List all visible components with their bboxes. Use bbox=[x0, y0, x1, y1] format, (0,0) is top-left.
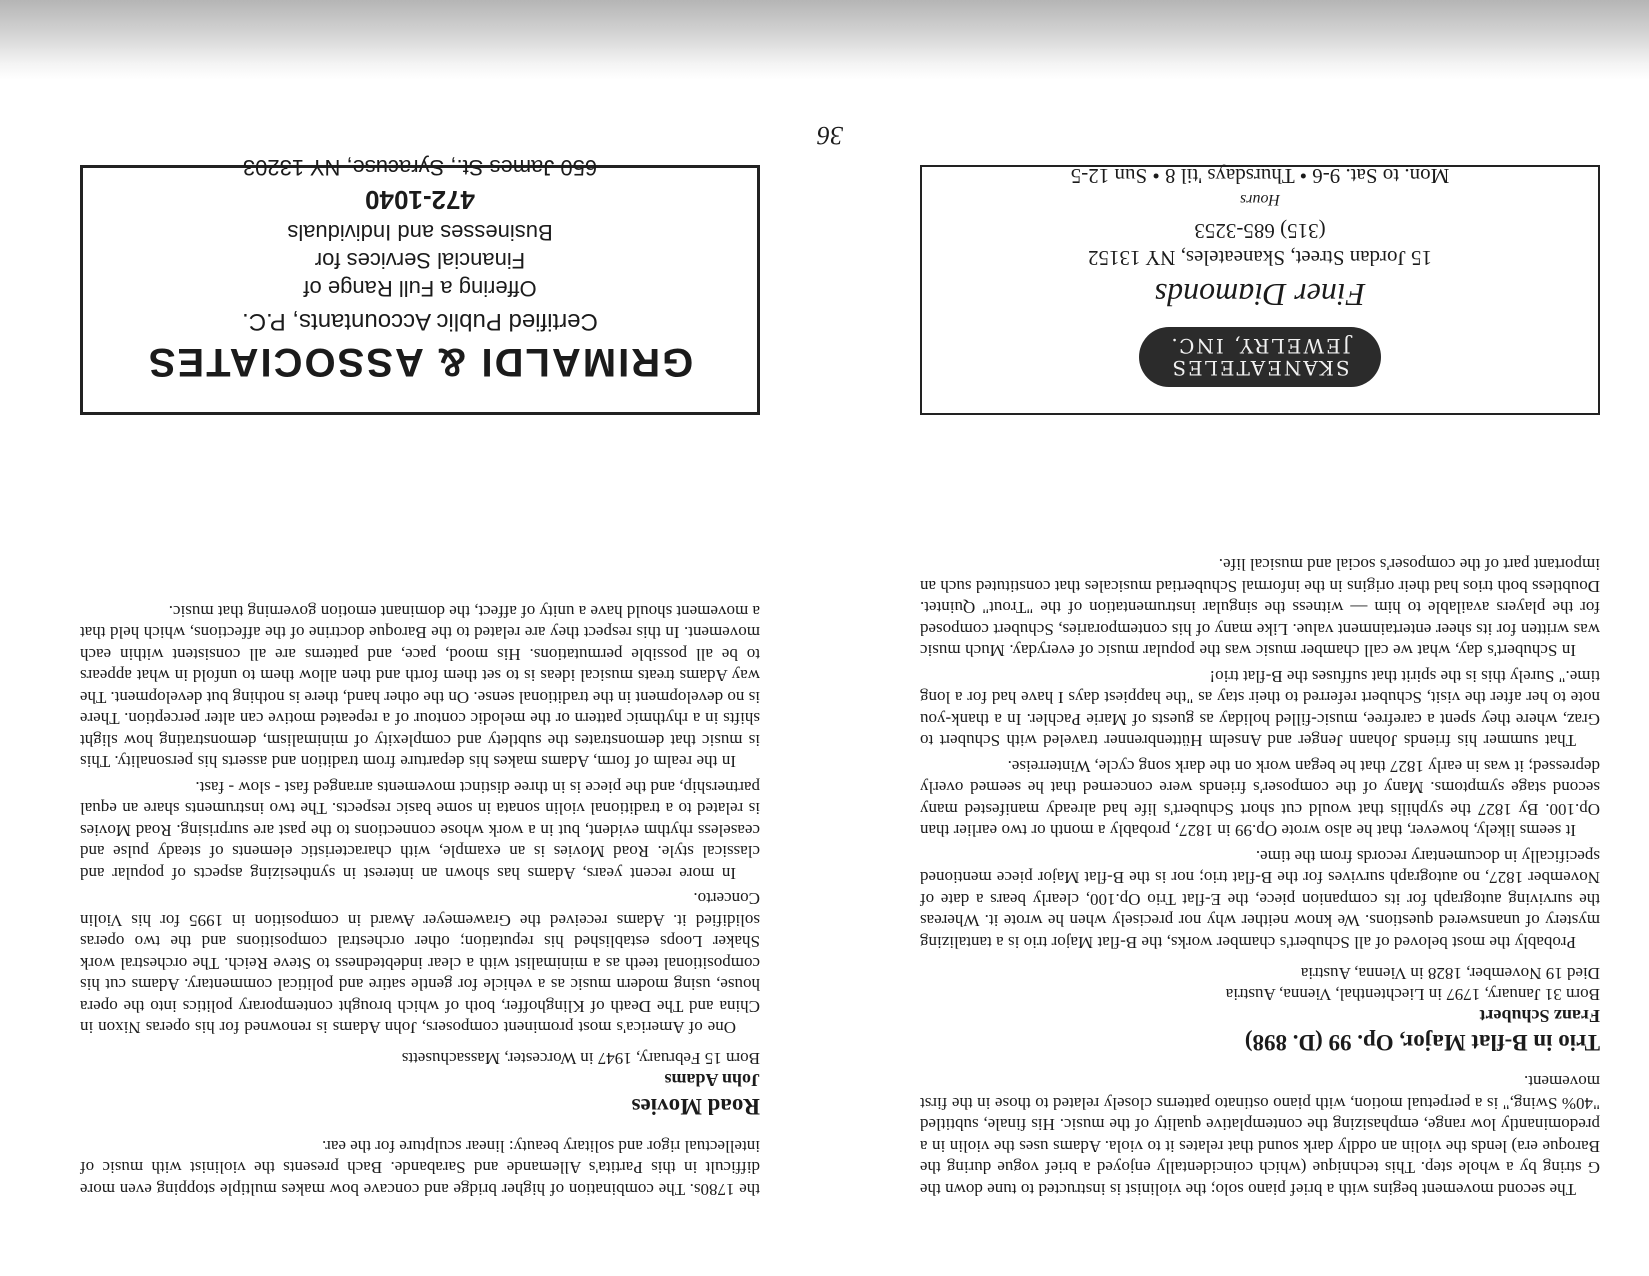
jewelry-address: 15 Jordan Street, Skaneateles, NY 13152 bbox=[1088, 246, 1432, 270]
composer-name-adams: John Adams bbox=[664, 1070, 760, 1091]
work-title-adams: Road Movies bbox=[631, 1094, 760, 1120]
page-number: 36 bbox=[817, 121, 843, 150]
composer-born-schubert: Born 31 January, 1797 in Liechtenthal, Vienna, Austria bbox=[1225, 985, 1600, 1004]
rotated-page bbox=[50, 70, 1610, 1260]
left-column bbox=[920, 550, 1600, 1200]
grimaldi-line: Financial Services for bbox=[314, 248, 526, 273]
jewelry-logo-line1: SKANEATELES bbox=[1170, 356, 1350, 380]
jewelry-hours: Mon. to Sat. 9-6 • Thursdays 'til 8 • Sun 12-5 bbox=[1070, 164, 1450, 188]
schubert-paragraph: It seems likely, however, that he also wrote Op.99 in 1827, probably a month or two earlier than Op.100. By 1827 the syphilis that would cut short Schubert's life had already manifested many second stage symptoms. Many of the composer's friends were concerned that he seemed overly depressed; it was in early 1827 that he began work on the dark song cycle, Winterreise. bbox=[920, 757, 1600, 841]
grimaldi-line: Businesses and Individuals bbox=[287, 220, 553, 245]
jewelry-ad bbox=[920, 165, 1600, 415]
adams-continuation: The second movement begins with a brief piano solo; the violinist is instructed to tune down the G string by a whole step. This technique (which coincidentally enjoyed a brief vogue during the Baroque era) lends the violin an oddly dark sound that relates it to viola. Adams uses the violin in a predominantly low range, emphasizing the contemplative quality of the music. His finale, subtitled "40% Swing," is a perpetual motion, with piano ostinato patterns closely related to those in the first movement. bbox=[920, 1072, 1600, 1199]
grimaldi-subtitle: Certified Public Accountants, P.C. bbox=[242, 308, 598, 335]
adams-paragraph: In more recent years, Adams has shown an interest in synthesizing aspects of popular and classical style. Road Movies is an example, with characteristic elements of steady pulse and ceaseless rhythm evident, but in a work whose connections to the past are surprising. Road Movies is related to a traditional violin sonata in some basic respects. The two instruments share an equal partnership, and the piece is in three distinct movements arranged fast - slow - fast. bbox=[80, 778, 760, 883]
schubert-paragraph: In Schubert's day, what we call chamber music was the popular music of everyday. Much music was written for its sheer entertainment value. Like many of his contemporaries, Schubert composed for the players available to him — witness the singular instrumentation of the "Trout" Quintet. Doubtless both trios had their origins in the informal Schubertiad musicales that constituted such an important part of the composer's social and musical life. bbox=[920, 555, 1600, 661]
jewelry-logo-line2: JEWELRY, INC. bbox=[1169, 334, 1351, 358]
composer-born-adams: Born 15 February, 1947 in Worcester, Massachusetts bbox=[401, 1049, 760, 1069]
jewelry-hours-heading: Hours bbox=[1240, 191, 1281, 208]
schubert-paragraph: Probably the most beloved of all Schubert's chamber works, the B-flat Major trio is a tantalizing mystery of unanswered questions. We know neither why nor precisely when he wrote it. Whereas the surviving autograph for its companion piece, the E-flat Trio Op.100, clearly bears a date of November 1827, no autograph survives for the B-flat trio; nor is the B-flat Major piece mentioned specifically in documentary records from the time. bbox=[920, 847, 1600, 952]
grimaldi-address: 650 James St., Syracuse, NY 13203 bbox=[242, 155, 598, 180]
jewelry-logo bbox=[1139, 327, 1380, 387]
adams-paragraph: In the realm of form, Adams makes his departure from tradition and asserts his personality. This is music that demonstrates the subtlety and complexity of minimalism, demonstrating how slight shifts in a rhythmic pattern or the melodic contour of a repeated motive can alter perception. There is no development in the traditional sense. On the other hand, there is nothing but development. The way Adams treats musical ideas is to set them forth and then allow them to unfold in what appears to be all possible permutations. His mood, pace, and patterns are all consistent within each movement. In this respect they are related to the Baroque doctrine of the affections, which held that a movement should have a unity of affect, the dominant emotion governing that music. bbox=[79, 602, 760, 772]
grimaldi-phone: 472-1040 bbox=[365, 185, 475, 215]
grimaldi-name: GRIMALDI & ASSOCIATES bbox=[146, 340, 694, 384]
work-title-schubert: Trio in B-flat Major, Op. 99 (D. 898) bbox=[1244, 1030, 1600, 1055]
composer-died-schubert: Died 19 November, 1828 in Vienna, Austria bbox=[1300, 964, 1600, 983]
composer-name-schubert: Franz Schubert bbox=[1479, 1006, 1600, 1026]
jewelry-phone: (315) 685-3253 bbox=[1194, 219, 1326, 243]
jewelry-tagline: Finer Diamonds bbox=[1154, 277, 1366, 313]
schubert-paragraph: That summer his friends Johann Jenger and Anselm Hüttenbrenner traveled with Schubert to Graz, where they spent a carefree, music-filled holiday as guests of Marie Pachler. In a thank-you note to her after the visit, Schubert referred to their stay as "the happiest days I have had for a long time." Surely this is the spirit that suffuses the B-flat trio! bbox=[920, 667, 1600, 751]
right-column bbox=[80, 597, 760, 1201]
grimaldi-ad bbox=[80, 155, 760, 415]
grimaldi-line: Offering a Full Range of bbox=[303, 276, 537, 301]
bach-continuation: the 1780s. The combination of higher bridge and concave bow makes multiple stopping even more difficult in this Partita's Allemande and Sarabande. Bach presents the violinist with music of intellectual rigor and solitary beauty: linear sculpture for the ear. bbox=[80, 1137, 760, 1199]
binding-shadow bbox=[0, 0, 1649, 80]
adams-paragraph: One of America's most prominent composers, John Adams is renowned for his operas Nixon in China and The Death of Klinghoffer, both of which brought contemporary politics into the opera house, using modern music as a vehicle for gentle satire and political commentary. Adams cut his compositional teeth as a minimalist with a clear indebtedness to Steve Reich. The orchestral work Shaker Loops established his reputation; other orchestral compositions and the two operas solidified it. Adams received the Grawemeyer Award in composition in 1995 for his Violin Concerto. bbox=[80, 889, 760, 1038]
